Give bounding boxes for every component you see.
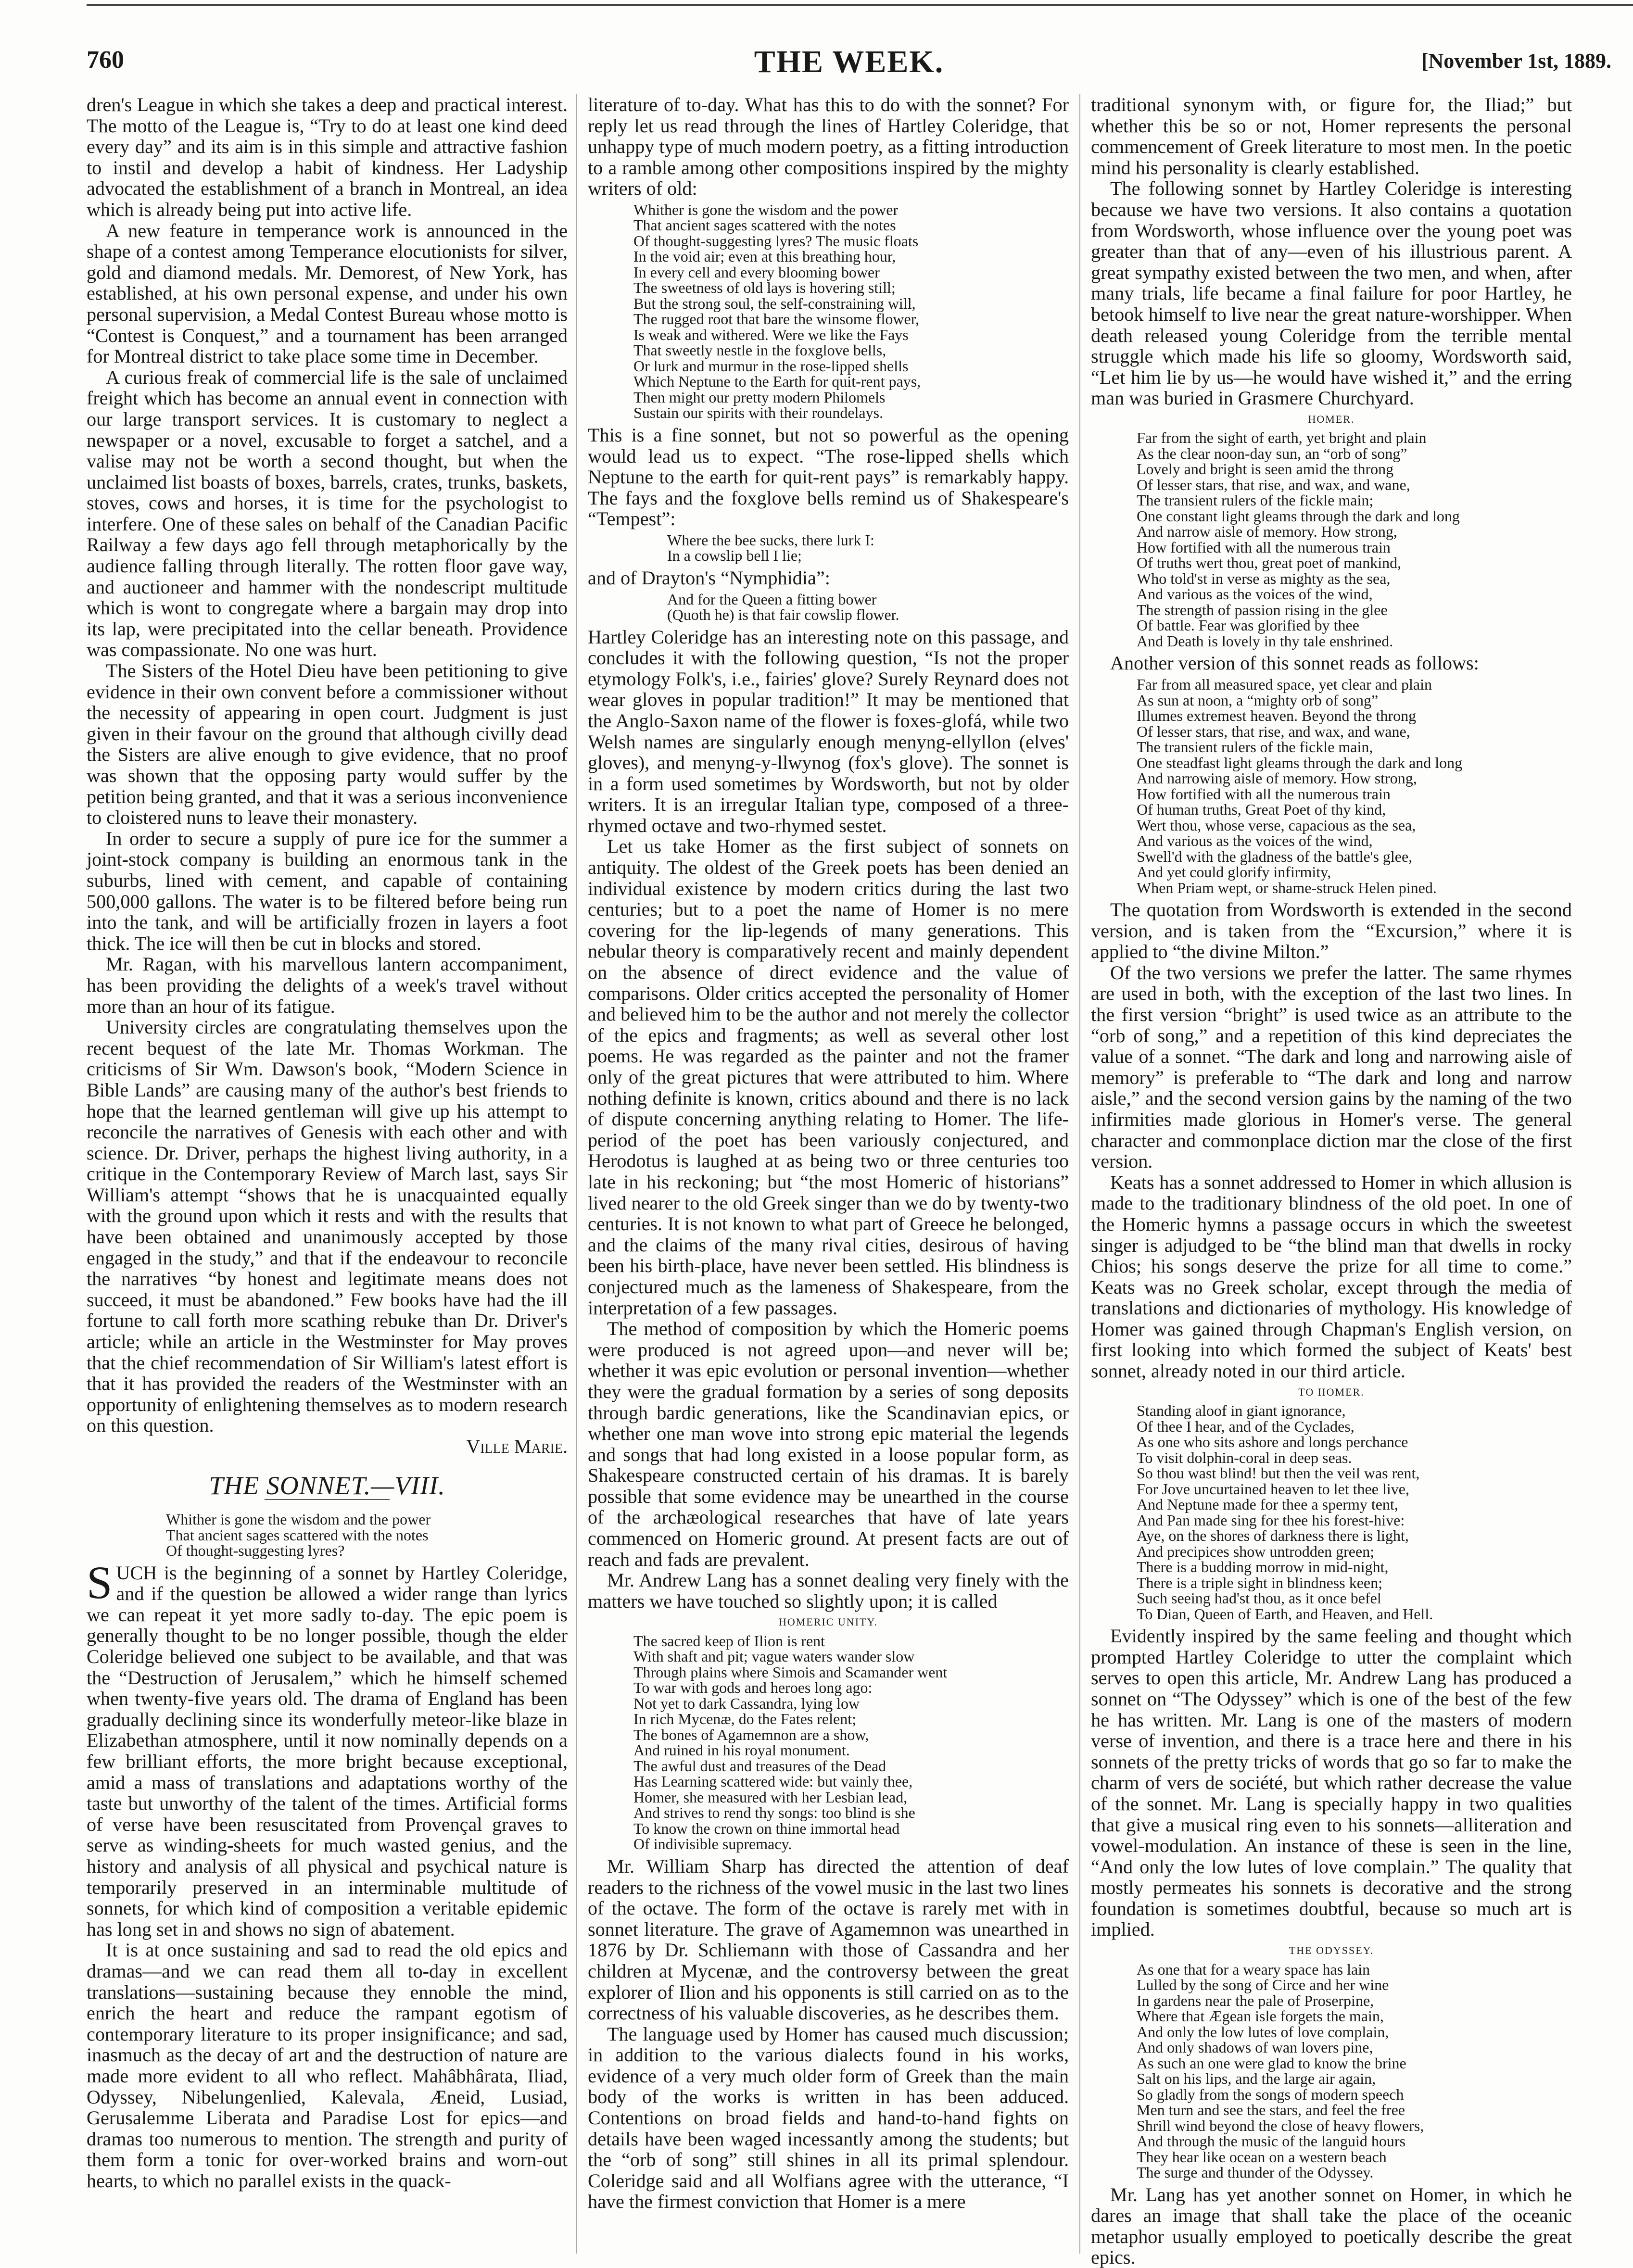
verse-line: For Jove uncurtained heaven to let thee live, <box>1137 1480 1409 1498</box>
verse-line: Salt on his lips, and the large air again, <box>1137 2070 1376 2088</box>
verse-line: Shrill wind beyond the close of heavy flowers, <box>1137 2117 1424 2134</box>
paragraph: dren's League in which she takes a deep and practical interest. The motto of the League is, “Try to do at least one kind deed every day” and its aim is in this simple and attractive fashion to instil and develop a habit of kindness. Her Ladyship advocated the establishment of a branch in Montreal, an idea which is already being put into active life. <box>87 94 568 220</box>
column-1 <box>87 94 568 2254</box>
paragraph: Let us take Homer as the first subject of sonnets on antiquity. The oldest of the Greek poets has been denied an individual existence by modern critics during the last two centuries; but to a poet the name of Homer is no mere covering for the lip-legends of many generations. This nebular theory is comparatively recent and mainly dependent on the absence of direct evidence and the value of comparisons. Older critics accepted the personality of Homer and believed him to be the author and not merely the collector of the epics and fragments; as well as several other lost poems. He was regarded as the painter and not the framer only of the great pictures that were attributed to him. Where nothing definite is known, critics abound and there is no lack of dispute concerning anything relating to Homer. The life-period of the poet has been variously conjectured, and Herodotus is laughed at as being two or three centuries too late in his reckoning; but “the most Homeric of historians” lived nearer to the old Greek singer than we do by twenty-two centuries. It is not known to what part of Greece he belonged, and the claims of the many rival cities, desirous of having been his birth-place, have never been settled. His blindness is conjectured much as the lameness of Shakespeare, from the interpretation of a few passages. <box>588 835 1069 1319</box>
verse-line: In the void air; even at this breathing hour, <box>633 248 896 265</box>
verse-line: But the strong soul, the self-constraining will, <box>633 294 916 312</box>
verse-line: That sweetly nestle in the foxglove bells, <box>633 341 886 359</box>
verse-line: Lulled by the song of Circe and her wine <box>1137 1976 1389 1994</box>
paragraph: Mr. Ragan, with his marvellous lantern accompaniment, has been providing the delights of a week's travel without more than an hour of its fatigue. <box>87 953 568 1017</box>
paragraph: A new feature in temperance work is announced in the shape of a contest among Temperance elocutionists for silver, gold and diamond medals. Mr. Demorest, of New York, has established, at his own personal expense, and under his own personal supervision, a Medal Contest Bureau whose motto is “Contest is Conquest,” and a tournament has been arranged for Montreal district to take place some time in December. <box>87 219 568 367</box>
paragraph: Hartley Coleridge has an interesting note on this passage, and concludes it with the following question, “Is not the proper etymology Folk's, i.e., fairies' glove? Surely Reynard does not wear gloves in popular tradition!” It may be mentioned that the Anglo-Saxon name of the flower is foxes-glofá, while two Welsh names are singularly enough menyng-ellyllon (elves' gloves), and menyng-y-llwynog (fox's glove). The sonnet is in a form used sometimes by Wordsworth, but not by older writers. It is an irregular Italian type, composed of a three-rhymed octave and two-rhymed sestet. <box>588 626 1069 836</box>
paragraph: Mr. Lang has yet another sonnet on Homer, in which he dares an image that shall take the place of the oceanic metaphor usually employed to poetically describe the great epics. <box>1091 2183 1572 2268</box>
verse-line: And only the low lutes of love complain, <box>1137 2023 1389 2041</box>
verse-line: Homer, she measured with her Lesbian lead, <box>633 1788 908 1806</box>
verse-line: And Pan made sing for thee his forest-hive: <box>1137 1511 1405 1529</box>
verse-line: So gladly from the songs of modern speech <box>1137 2085 1404 2103</box>
verse-line: So thou wast blind! but then the veil was rent, <box>1137 1464 1420 1482</box>
verse-line: That ancient sages scattered with the notes <box>633 216 896 234</box>
poem-lines <box>633 1633 1069 1852</box>
verse-line: To know the crown on thine immortal head <box>633 1819 900 1837</box>
page-number: 760 <box>87 46 124 74</box>
verse-line: And yet could glorify infirmity, <box>1137 863 1331 881</box>
article-title <box>87 1471 568 1500</box>
verse-line: And Death is lovely in thy tale enshrined. <box>1137 632 1393 650</box>
paragraph: University circles are congratulating themselves upon the recent bequest of the late Mr. Thomas Workman. The criticisms of Sir Wm. Dawson's book, “Modern Science in Bible Lands” are causing many of the author's best friends to hope that the learned gentleman will give up his attempt to reconcile the narratives of Genesis with each other and with science. Dr. Driver, perhaps the highest living authority, in a critique in the Contemporary Review of March last, says Sir William's attempt “shows that he is unacquainted equally with the ground upon which it rests and with the results that have been obtained and unanimously accepted by those engaged in the study,” and that if the endeavour to reconcile the narratives “by honest and legitimate means does not succeed, it must be abandoned.” Few books have had the ill fortune to call forth more scathing rebuke than Dr. Driver's article; while an article in the Westminster for May proves that the chief recommendation of Sir William's latest effort is that it has provided the readers of the Westminster with an opportunity of enlightening themselves as to modern research on this question. <box>87 1016 568 1436</box>
verse-line: And strives to rend thy songs: too blind is she <box>633 1804 915 1822</box>
paragraph: Mr. Andrew Lang has a sonnet dealing very finely with the matters we have touched so slightly upon; it is called <box>588 1569 1069 1612</box>
verse-line: Has Learning scattered wide: but vainly thee, <box>633 1773 913 1790</box>
verse-line: And for the Queen a fitting bower <box>667 590 877 608</box>
poem-lines <box>1137 1962 1572 2180</box>
epigraph <box>166 1512 568 1559</box>
verse-line: And through the music of the languid hours <box>1137 2132 1406 2150</box>
verse-line: The transient rulers of the fickle main; <box>1137 491 1374 509</box>
verse-line: Lovely and bright is seen amid the throng <box>1137 460 1394 478</box>
verse-line: How fortified with all the numerous train <box>1137 785 1391 803</box>
poem-lines <box>1137 677 1572 895</box>
poem-lines <box>633 202 1069 421</box>
signature: Ville Marie. <box>466 1436 568 1457</box>
article-title-text: THE SONNET.—VIII. <box>209 1471 445 1500</box>
verse-line: And narrow aisle of memory. How strong, <box>1137 523 1397 541</box>
verse-line: In gardens near the pale of Proserpine, <box>1137 1991 1374 2009</box>
verse-line: And Neptune made for thee a spermy tent, <box>1137 1496 1398 1513</box>
paragraph: Mr. William Sharp has directed the attention of deaf readers to the richness of the vowel music in the last two lines of the octave. The form of the octave is rarely met with in sonnet literature. The grave of Agamemnon was unearthed in 1876 by Dr. Schliemann with those of Cassandra and her children at Mycenæ, and the controversy between the great explorer of Ilion and his opponents is still carried on as to the correctness of his valuable discoveries, as he describes them. <box>588 1855 1069 2024</box>
verse-line: In every cell and every blooming bower <box>633 263 880 281</box>
verse-line: Sustain our spirits with their roundelays. <box>633 404 884 422</box>
verse-line: The sacred keep of Ilion is rent <box>633 1632 825 1650</box>
verse-line: Aye, on the shores of darkness there is light, <box>1137 1527 1409 1545</box>
verse-line: Not yet to dark Cassandra, lying low <box>633 1694 860 1712</box>
verse-line: The bones of Agamemnon are a show, <box>633 1726 869 1743</box>
poem-title: TO HOMER. <box>1298 1386 1365 1398</box>
paragraph: Keats has a sonnet addressed to Homer in which allusion is made to the traditionary blindness of the old poet. In one of the Homeric hymns a passage occurs in which the sweetest singer is adjudged to be “the blind man that dwells in rocky Chios; his songs deserve the prize for all time to come.” Keats was no Greek scholar, except through the media of translations and dictionaries of mythology. His knowledge of Homer was gained through Chapman's English version, on first looking into which formed the subject of Keats' best sonnet, already noted in our third article. <box>1091 1171 1572 1382</box>
column-divider <box>576 94 577 2254</box>
verse-line: Of human truths, Great Poet of thy kind, <box>1137 801 1386 818</box>
verse-line: As the clear noon-day sun, an “orb of song” <box>1137 444 1407 462</box>
verse-line: Of lesser stars, that rise, and wax, and wane, <box>1137 722 1410 740</box>
column-2 <box>588 94 1069 2254</box>
verse-line: Which Neptune to the Earth for quit-rent pays, <box>633 373 921 391</box>
verse-line: Far from the sight of earth, yet bright and plain <box>1137 429 1427 447</box>
paragraph-text: UCH is the beginning of a sonnet by Hartley Coleridge, and if the question be allowed a wider range than lyrics we can repeat it yet more sadly to-day. The epic poem is generally thought to be no longer possible, though the elder Coleridge believed one subject to be available, and that was the “Destruction of Jerusalem,” which he himself schemed when twenty-five years old. The drama of England has been gradually declining since its wonderfully meteor-like blaze in Elizabethan atmosphere, until it now nominally depends on a few brilliant efforts, the more bright because exceptional, amid a mass of translations and adaptations worthy of the taste but unworthy of the talent of the times. Artificial forms of verse have been resuscitated from Provençal graves to serve as winding-sheets for much wasted genius, and the history and analysis of all physical and psychical nature is temporarily preserved in an interminable multitude of sonnets, for which kind of composition a veritable epidemic has long set in and shows no sign of abatement. <box>87 1562 568 1940</box>
verse-line: As such an one were glad to know the brine <box>1137 2054 1406 2072</box>
paragraph: Evidently inspired by the same feeling and thought which prompted Hartley Coleridge to utter the complaint which serves to open this article, Mr. Andrew Lang has produced a sonnet on “The Odyssey” which is one of the best of the few he has written. Mr. Lang is one of the masters of modern verse of invention, and there is a trace here and there in his sonnets of the pretty tricks of words that go so far to make the charm of vers de société, but which rather decrease the value of the sonnet. Mr. Lang is specially happy in two qualities that give a musical ring even to his sonnets—alliteration and vowel-modulation. An instance of these is seen in the line, “And only the low lutes of love complain.” The quality that mostly permeates his sonnets is decorative and the strong foundation is sometimes doubtful, because so much art is implied. <box>1091 1625 1572 1940</box>
paragraph: Of the two versions we prefer the latter. The same rhymes are used in both, with the exception of the last two lines. In the first version “bright” is used twice as an attribute to the “orb of song,” and a repetition of this kind depreciates the value of a sonnet. “The dark and long and narrowing aisle of memory” is preferable to “The dark and long and narrow aisle,” and the second version gains by the naming of the two infirmities made glorious in Homer's verse. The general character and commonplace diction mar the close of the first version. <box>1091 961 1572 1172</box>
verse-line: One constant light gleams through the dark and long <box>1137 507 1460 525</box>
paragraph: and of Drayton's “Nymphidia”: <box>588 567 830 589</box>
paragraph: traditional synonym with, or figure for, the Iliad;” but whether this be so or not, Homer represents the personal commencement of Greek literature to most men. In the poetic mind his personality is clearly established. <box>1091 94 1572 178</box>
verse-line: Illumes extremest heaven. Beyond the throng <box>1137 707 1417 724</box>
verse-line: And only shadows of wan lovers pine, <box>1137 2039 1373 2056</box>
poem <box>1091 412 1572 649</box>
verse-line: As one who sits ashore and longs perchance <box>1137 1433 1408 1451</box>
poem-lines <box>1137 430 1572 649</box>
poem-title: HOMERIC UNITY. <box>778 1616 878 1628</box>
verse-line: To Dian, Queen of Earth, and Heaven, and Hell. <box>1137 1605 1433 1623</box>
epigraph-line: That ancient sages scattered with the notes <box>166 1526 429 1544</box>
verse-line: To war with gods and heroes long ago: <box>633 1679 873 1697</box>
verse-line: They hear like ocean on a western beach <box>1137 2148 1387 2166</box>
verse-line: Through plains where Simois and Scamander went <box>633 1663 948 1681</box>
poem-title: HOMER. <box>1308 413 1355 425</box>
verse-line: Of lesser stars, that rise, and wax, and wane, <box>1137 476 1410 493</box>
verse-line: And ruined in his royal monument. <box>633 1741 850 1759</box>
verse-line: The rugged root that bare the winsome flower, <box>633 310 920 328</box>
top-rule <box>87 4 1633 6</box>
paragraph: The following sonnet by Hartley Coleridge is interesting because we have two versions. It also contains a quotation from Wordsworth, whose influence over the young poet was greater than that of any—even of his illustrious parent. A great sympathy existed between the two men, and when, after many trials, life became a final failure for poor Hartley, he betook himself to live near the great nature-worshipper. When death released young Coleridge from the terrible mental struggle which made his life so gloomy, Wordsworth said, “Let him lie by us—he would have wished it,” and the erring man was buried in Grasmere Churchyard. <box>1091 177 1572 409</box>
verse-line: The surge and thunder of the Odyssey. <box>1137 2164 1374 2181</box>
quotation <box>667 592 1069 623</box>
poem <box>1091 1943 1572 2180</box>
issue-date: [November 1st, 1889. <box>1421 49 1611 73</box>
poem <box>588 1614 1069 1852</box>
poem-lines <box>1137 1403 1572 1622</box>
verse-line: The transient rulers of the fickle main, <box>1137 738 1373 756</box>
verse-line: Standing aloof in giant ignorance, <box>1137 1402 1346 1420</box>
verse-line: The awful dust and treasures of the Dead <box>633 1757 886 1775</box>
paragraph: A curious freak of commercial life is the sale of unclaimed freight which has become an annual event in connection with our large transport services. It is customary to neglect a newspaper or a novel, excusable to forget a satchel, and a valise may not be worth a second thought, but when the unclaimed list boasts of boxes, barrels, crates, trunks, baskets, stoves, cows and horses, it is time for the psychologist to interfere. One of these sales on behalf of the Canadian Pacific Railway a few days ago fell through metaphorically by the audience falling through literally. The rotten floor gave way, and auctioneer and hammer with the nondescript multitude which is wont to congregate where a bargain may drop into its lap, were precipitated into the cellar beneath. Providence was compassionate. No one was hurt. <box>87 366 568 661</box>
poem <box>588 202 1069 421</box>
epigraph-line: Whither is gone the wisdom and the power <box>166 1511 431 1528</box>
quotation <box>667 532 1069 564</box>
verse-line: Wert thou, whose verse, capacious as the sea, <box>1137 816 1416 834</box>
column-divider <box>1079 94 1080 2254</box>
verse-line: The strength of passion rising in the glee <box>1137 601 1388 618</box>
verse-line: Who told'st in verse as mighty as the sea, <box>1137 569 1391 587</box>
verse-line: Of thee I hear, and of the Cyclades, <box>1137 1417 1355 1435</box>
paragraph: The language used by Homer has caused much discussion; in addition to the various dialects found in his works, evidence of a very much older form of Greek than the main body of the works is written in has been adduced. Contentions on broad fields and hand-to-hand fights on details have been waged incessantly among the students; but the “orb of song” still shines in all its primal splendour. Coleridge said and all Wolfians agree with the utterance, “I have the firmest conviction that Homer is a mere <box>588 2023 1069 2213</box>
verse-line: And precipices show untrodden green; <box>1137 1542 1375 1560</box>
poem-title: THE ODYSSEY. <box>1289 1944 1374 1957</box>
verse-line: The sweetness of old lays is hovering still; <box>633 279 896 297</box>
paragraph: The quotation from Wordsworth is extended in the second version, and is taken from the “Excursion,” where it is applied to “the divine Milton.” <box>1091 899 1572 963</box>
verse-line: There is a budding morrow in mid-night, <box>1137 1558 1389 1576</box>
verse-line: And various as the voices of the wind, <box>1137 832 1373 849</box>
verse-line: One steadfast light gleams through the dark and long <box>1137 754 1463 771</box>
verse-line: And various as the voices of the wind, <box>1137 585 1373 603</box>
verse-line: Far from all measured space, yet clear and plain <box>1137 676 1432 693</box>
verse-line: And narrowing aisle of memory. How strong, <box>1137 769 1417 787</box>
paragraph: It is at once sustaining and sad to read the old epics and dramas—and we can read them all to-day in excellent translations—sustaining because they ennoble the mind, enrich the heart and reduce the rampant egotism of contemporary literature to its proper insignificance; and sad, inasmuch as the decay of art and the destruction of nature are made more evident to all who reflect. Mahâbhârata, Iliad, Odyssey, Nibelungenlied, Kalevala, Æneid, Lusiad, Gerusalemme Liberata and Paradise Lost for epics—and dramas too numerous to mention. The strength and purity of them form a tonic for over-worked brains and worn-out hearts, to which no parallel exists in the quack- <box>87 1939 568 2192</box>
verse-line: (Quoth he) is that fair cowslip flower. <box>667 606 899 624</box>
paragraph <box>87 1556 568 1940</box>
drop-cap: S <box>87 1556 113 1608</box>
verse-line: With shaft and pit; vague waters wander slow <box>633 1648 915 1665</box>
verse-line: In rich Mycenæ, do the Fates relent; <box>633 1710 856 1728</box>
verse-line: There is a triple sight in blindness keen; <box>1137 1574 1382 1591</box>
verse-line: Of battle. Fear was glorified by thee <box>1137 617 1359 634</box>
verse-line: Swell'd with the gladness of the battle's glee, <box>1137 847 1413 865</box>
verse-line: Of truths wert thou, great poet of mankind, <box>1137 554 1402 572</box>
paragraph: The Sisters of the Hotel Dieu have been petitioning to give evidence in their own convent before a commissioner without the necessity of appearing in open court. Judgment is just given in their favour on the ground that although civilly dead the Sisters are alive enough to give evidence, that no proof was shown that the opposing party would suffer by the petition being granted, and that it was a serious inconvenience to cloistered nuns to leave their monastery. <box>87 660 568 829</box>
verse-line: Where the bee sucks, there lurk I: <box>667 531 874 549</box>
poem <box>1091 1385 1572 1622</box>
verse-line: To visit dolphin-coral in deep seas. <box>1137 1449 1352 1466</box>
verse-line: How fortified with all the numerous train <box>1137 538 1391 556</box>
paragraph: The method of composition by which the Homeric poems were produced is not agreed upon—and never will be; whether it was epic evolution or personal invention—whether they were the gradual formation by a series of song deposits through bardic generations, like the Scandinavian epics, or whether one man wove into strong epic material the legends and songs that had long existed in a loose popular form, as Shakespeare constructed certain of his dramas. It is barely possible that some evidence may be unearthed in the course of the archæological researches that have of late years commenced on Homeric ground. At present facts are out of reach and fads are prevalent. <box>588 1318 1069 1570</box>
journal-title: THE WEEK. <box>754 44 944 79</box>
page-header <box>87 46 1611 84</box>
verse-line: Whither is gone the wisdom and the power <box>633 201 899 218</box>
verse-line: In a cowslip bell I lie; <box>667 547 802 565</box>
verse-line: Of thought-suggesting lyres? The music floats <box>633 232 919 250</box>
paragraph: literature of to-day. What has this to do with the sonnet? For reply let us read through the lines of Hartley Coleridge, that unhappy type of much modern poetry, as a fitting introduction to a ramble among other compositions inspired by the mighty writers of old: <box>588 94 1069 200</box>
verse-line: Where that Ægean isle forgets the main, <box>1137 2007 1384 2025</box>
epigraph-line: Of thought-suggesting lyres? <box>166 1542 345 1560</box>
verse-line: Then might our pretty modern Philomels <box>633 388 886 406</box>
verse-line: Such seeing had'st thou, as it once befel <box>1137 1589 1381 1607</box>
verse-line: Is weak and withered. Were we like the Fays <box>633 326 909 343</box>
paragraph: In order to secure a supply of pure ice for the summer a joint-stock company is building an enormous tank in the suburbs, lined with cement, and capable of containing 500,000 gallons. The water is to be filtered before being run into the tank, and will be artificially frozen in layers a foot thick. The ice will then be cut in blocks and stored. <box>87 827 568 954</box>
column-3 <box>1091 94 1572 2268</box>
verse-line: When Priam wept, or shame-struck Helen pined. <box>1137 879 1437 896</box>
verse-line: Men turn and see the stars, and feel the free <box>1137 2101 1405 2119</box>
verse-line: As sun at noon, a “mighty orb of song” <box>1137 691 1379 709</box>
verse-line: Of indivisible supremacy. <box>633 1835 792 1853</box>
verse-line: Or lurk and murmur in the rose-lipped shells <box>633 357 909 375</box>
verse-line: As one that for a weary space has lain <box>1137 1960 1370 1978</box>
paragraph: Another version of this sonnet reads as follows: <box>1110 652 1479 674</box>
poem <box>1091 677 1572 895</box>
paragraph: This is a fine sonnet, but not so powerful as the opening would lead us to expect. “The rose-lipped shells which Neptune to the earth for quit-rent pays” is remarkably happy. The fays and the foxglove bells remind us of Shakespeare's “Tempest”: <box>588 424 1069 530</box>
